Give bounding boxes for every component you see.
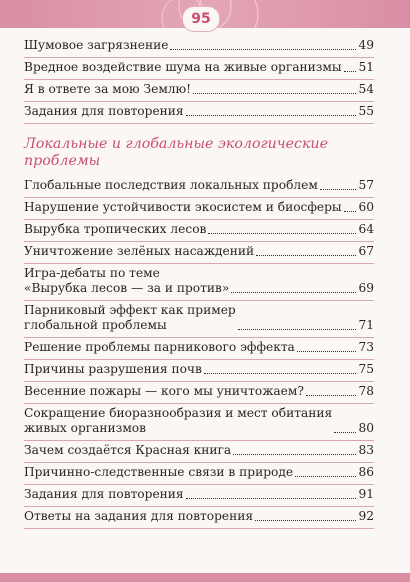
toc-entry[interactable] [24,36,374,58]
section-title [24,136,374,170]
toc-entry-title [24,340,295,355]
toc-entry-title-line: Сокращение биоразнообразия и мест обитания [24,406,333,420]
dot-leader [295,475,356,477]
toc-entry-title [24,362,202,377]
dot-leader [256,254,356,256]
dot-leader [186,497,357,499]
toc-entry[interactable] [24,102,374,124]
toc-entry-title-line: Уничтожение зелёных насаждений [24,244,255,258]
dot-leader [170,48,356,50]
toc-entry-title-line: Ответы на задания для повторения [24,509,254,523]
dot-leader [238,328,357,330]
toc-entry[interactable] [24,242,374,264]
toc-entry-title-line: Причинно-следственные связи в природе [24,465,294,479]
toc-entry-title [24,38,168,53]
toc-entry-page: 73 [358,340,374,354]
dot-leader [193,92,356,94]
toc-entry-page: 49 [358,38,374,52]
toc-entry-title-line: Нарушение устойчивости экосистем и биосферы [24,200,342,214]
toc-entry-page: 64 [358,222,374,236]
toc-entry[interactable] [24,58,374,80]
dot-leader [306,394,357,396]
table-of-contents [24,36,374,529]
toc-entry-title-line: Решение проблемы парникового эффекта [24,340,295,354]
page-number-badge: 95 [182,6,220,32]
toc-entry-page: 55 [358,104,374,118]
toc-entry[interactable] [24,220,374,242]
dot-leader [186,114,357,116]
toc-entry-page: 75 [358,362,374,376]
toc-entry[interactable] [24,176,374,198]
toc-entry-page: 78 [358,384,374,398]
toc-entry-title [24,104,184,119]
toc-entry-page: 54 [358,82,374,96]
toc-entry[interactable] [24,264,374,301]
toc-entry-page: 91 [358,487,374,501]
toc-entry-title [24,406,332,436]
document-page [0,28,410,573]
toc-entry-title [24,82,191,97]
toc-entry-title [24,303,236,333]
toc-entry-page: 57 [358,178,374,192]
toc-entry-title [24,509,253,524]
toc-entry-page: 60 [358,200,374,214]
dot-leader [231,291,356,293]
toc-entry-title-line: Шумовое загрязнение [24,38,169,52]
toc-entry-title-line: живых организмов [24,421,147,435]
toc-entry-title [24,178,318,193]
toc-entry-page: 92 [358,509,374,523]
toc-entry-page: 86 [358,465,374,479]
toc-entry-title-line: Причины разрушения почв [24,362,202,376]
toc-entry-title-line: Вредное воздействие шума на живые организмы [24,60,342,74]
toc-entry-title-line: Задания для повторения [24,104,184,118]
dot-leader [255,519,356,521]
toc-entry-title [24,266,229,296]
toc-entry-page: 51 [358,60,374,74]
toc-entry-title [24,487,184,502]
toc-entry-title [24,244,254,259]
section-title-line-2: проблемы [24,153,101,169]
toc-list-bottom [24,176,374,529]
toc-entry-title [24,443,231,458]
toc-entry-title-line: Глобальные последствия локальных проблем [24,178,318,192]
dot-leader [233,453,356,455]
toc-entry[interactable] [24,441,374,463]
dot-leader [208,232,356,234]
toc-entry-page: 80 [358,421,374,435]
toc-entry-title-line: Задания для повторения [24,487,184,501]
toc-entry-page: 67 [358,244,374,258]
dot-leader [204,372,357,374]
dot-leader [344,70,357,72]
toc-entry-title-line: «Вырубка лесов — за и против» [24,281,230,295]
dot-leader [320,188,357,190]
toc-entry-title-line: глобальной проблемы [24,318,167,332]
section-title-line-1: Локальные и глобальные экологические [24,136,328,152]
toc-entry-title-line: Парниковый эффект как пример [24,303,236,317]
toc-entry-title [24,60,342,75]
toc-entry-title [24,465,293,480]
toc-entry[interactable] [24,338,374,360]
toc-entry-title-line: Зачем создаётся Красная книга [24,443,232,457]
toc-list-top [24,36,374,124]
toc-entry[interactable] [24,80,374,102]
toc-entry-title-line: Я в ответе за мою Землю! [24,82,192,96]
toc-entry[interactable] [24,382,374,404]
toc-entry-title-line: Весенние пожары — кого мы уничтожаем? [24,384,304,398]
toc-entry[interactable] [24,360,374,382]
toc-entry[interactable] [24,463,374,485]
toc-entry-title [24,384,304,399]
toc-entry-page: 69 [358,281,374,295]
toc-entry[interactable] [24,198,374,220]
toc-entry[interactable] [24,301,374,338]
toc-entry-title [24,200,342,215]
toc-entry-title [24,222,206,237]
dot-leader [297,350,357,352]
toc-entry[interactable] [24,507,374,529]
dot-leader [344,210,357,212]
toc-entry-title-line: Игра-дебаты по теме [24,266,160,280]
bottom-frame [0,573,410,582]
dot-leader [334,431,356,433]
toc-entry-page: 83 [358,443,374,457]
toc-entry-page: 71 [358,318,374,332]
toc-entry[interactable] [24,404,374,441]
toc-entry[interactable] [24,485,374,507]
toc-entry-title-line: Вырубка тропических лесов [24,222,207,236]
